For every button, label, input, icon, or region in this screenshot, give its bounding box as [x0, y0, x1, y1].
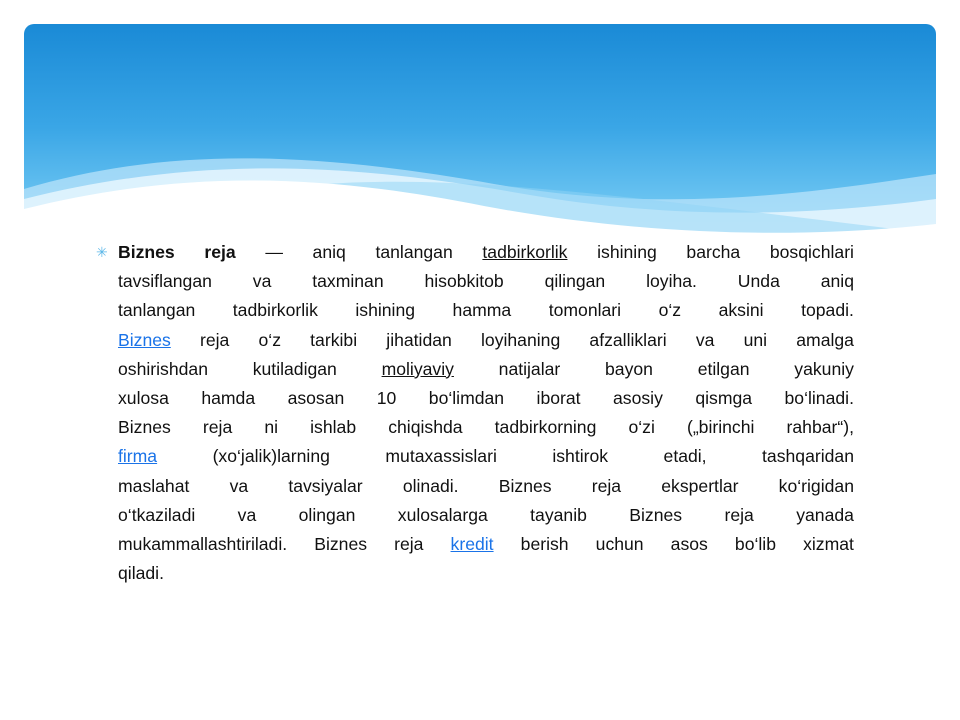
word: reja: [204, 242, 236, 262]
word: bo‘linadi.: [784, 387, 854, 408]
slide-header-banner: [24, 24, 936, 254]
word: iborat: [536, 387, 581, 408]
word: tavsiflangan: [118, 271, 212, 292]
word: tomonlari: [548, 300, 622, 321]
word: Biznes: [629, 504, 683, 525]
word: olinadi.: [402, 475, 459, 496]
word: ni: [264, 417, 279, 438]
hyperlink[interactable]: Biznes: [118, 329, 171, 350]
word: asos: [670, 533, 708, 554]
hyperlink[interactable]: kredit: [450, 533, 494, 554]
word: o‘z: [658, 300, 682, 321]
word: uchun: [595, 533, 644, 554]
word: tarkibi: [310, 329, 358, 350]
word: va: [695, 329, 715, 350]
word: va: [237, 504, 257, 525]
word: tanlangan: [375, 242, 453, 262]
text-line: [118, 472, 854, 501]
text-line: [118, 326, 854, 355]
word: bayon: [605, 358, 653, 379]
word: hamda: [201, 387, 256, 408]
word: hamma: [452, 300, 512, 321]
word: olingan: [298, 504, 356, 525]
word: ishlab: [310, 417, 357, 438]
word: Biznes: [118, 242, 175, 262]
word: tashqaridan: [762, 446, 854, 467]
word: tadbirkorlik: [232, 300, 318, 321]
word: tadbirkorning: [494, 417, 597, 438]
word: 10: [376, 387, 397, 408]
word: qilingan: [544, 271, 606, 292]
word: Biznes: [498, 475, 552, 496]
word: aksini: [718, 300, 764, 321]
text-line: [118, 501, 854, 530]
wave-decoration: [24, 24, 936, 254]
text-line: [118, 296, 854, 325]
word: loyiha.: [646, 271, 697, 292]
asterisk-bullet-icon: ✳: [96, 244, 108, 260]
word: o‘z: [258, 329, 281, 350]
text-line: [118, 355, 854, 384]
word: reja: [199, 329, 230, 350]
word: oshirishdan: [118, 358, 208, 379]
word: yanada: [796, 504, 854, 525]
word: loyihaning: [481, 329, 561, 350]
word: Biznes: [118, 417, 171, 438]
word: bosqichlari: [769, 242, 854, 262]
word: kutiladigan: [252, 358, 337, 379]
word: topadi.: [801, 300, 854, 321]
word: uni: [743, 329, 768, 350]
word: rahbar“),: [786, 417, 854, 438]
word: berish: [520, 533, 569, 554]
text-line: [118, 559, 854, 588]
word: reja: [724, 504, 754, 525]
word: Biznes: [314, 533, 368, 554]
word: Unda: [737, 271, 780, 292]
word: va: [229, 475, 249, 496]
word: tayanib: [530, 504, 587, 525]
word: ko‘rigidan: [778, 475, 854, 496]
word: maslahat: [118, 475, 190, 496]
text-line: [118, 413, 854, 442]
word: reja: [394, 533, 424, 554]
word: jihatidan: [386, 329, 452, 350]
word: ekspertlar: [661, 475, 739, 496]
word: qiladi.: [118, 563, 164, 584]
word: tanlangan: [118, 300, 196, 321]
word: bo‘limdan: [428, 387, 505, 408]
word: tavsiyalar: [288, 475, 363, 496]
text-line: [118, 238, 854, 267]
word: qismga: [695, 387, 753, 408]
word: —: [265, 242, 283, 262]
word: xizmat: [803, 533, 854, 554]
word: ishining: [355, 300, 416, 321]
text-line: [118, 442, 854, 471]
word: (xo‘jalik)larning: [212, 446, 330, 467]
word: asosan: [287, 387, 345, 408]
text-line: [118, 530, 854, 559]
word: amalga: [796, 329, 854, 350]
word: bo‘lib: [734, 533, 777, 554]
word: o‘zi: [628, 417, 655, 438]
underlined-word: moliyaviy: [381, 358, 454, 379]
word: aniq: [312, 242, 346, 262]
word: xulosalarga: [397, 504, 488, 525]
word: mutaxassislari: [385, 446, 497, 467]
word: („birinchi: [686, 417, 755, 438]
word: mukammallashtiriladi.: [118, 533, 288, 554]
word: va: [252, 271, 272, 292]
word: reja: [202, 417, 233, 438]
underlined-word: tadbirkorlik: [482, 242, 568, 262]
word: barcha: [686, 242, 741, 262]
word: natijalar: [498, 358, 561, 379]
word: hisobkitob: [424, 271, 504, 292]
word: etadi,: [663, 446, 707, 467]
word: ishining: [597, 242, 657, 262]
word: afzalliklari: [589, 329, 667, 350]
word: asosiy: [613, 387, 663, 408]
text-line: [118, 384, 854, 413]
word: yakuniy: [794, 358, 854, 379]
word: aniq: [820, 271, 854, 292]
word: ishtirok: [552, 446, 609, 467]
slide-body-text: [96, 238, 854, 588]
word: xulosa: [118, 387, 169, 408]
word: taxminan: [312, 271, 384, 292]
text-line: [118, 267, 854, 296]
hyperlink[interactable]: firma: [118, 446, 158, 467]
word: o‘tkaziladi: [118, 504, 196, 525]
word: chiqishda: [388, 417, 463, 438]
word: reja: [591, 475, 622, 496]
word: etilgan: [697, 358, 750, 379]
